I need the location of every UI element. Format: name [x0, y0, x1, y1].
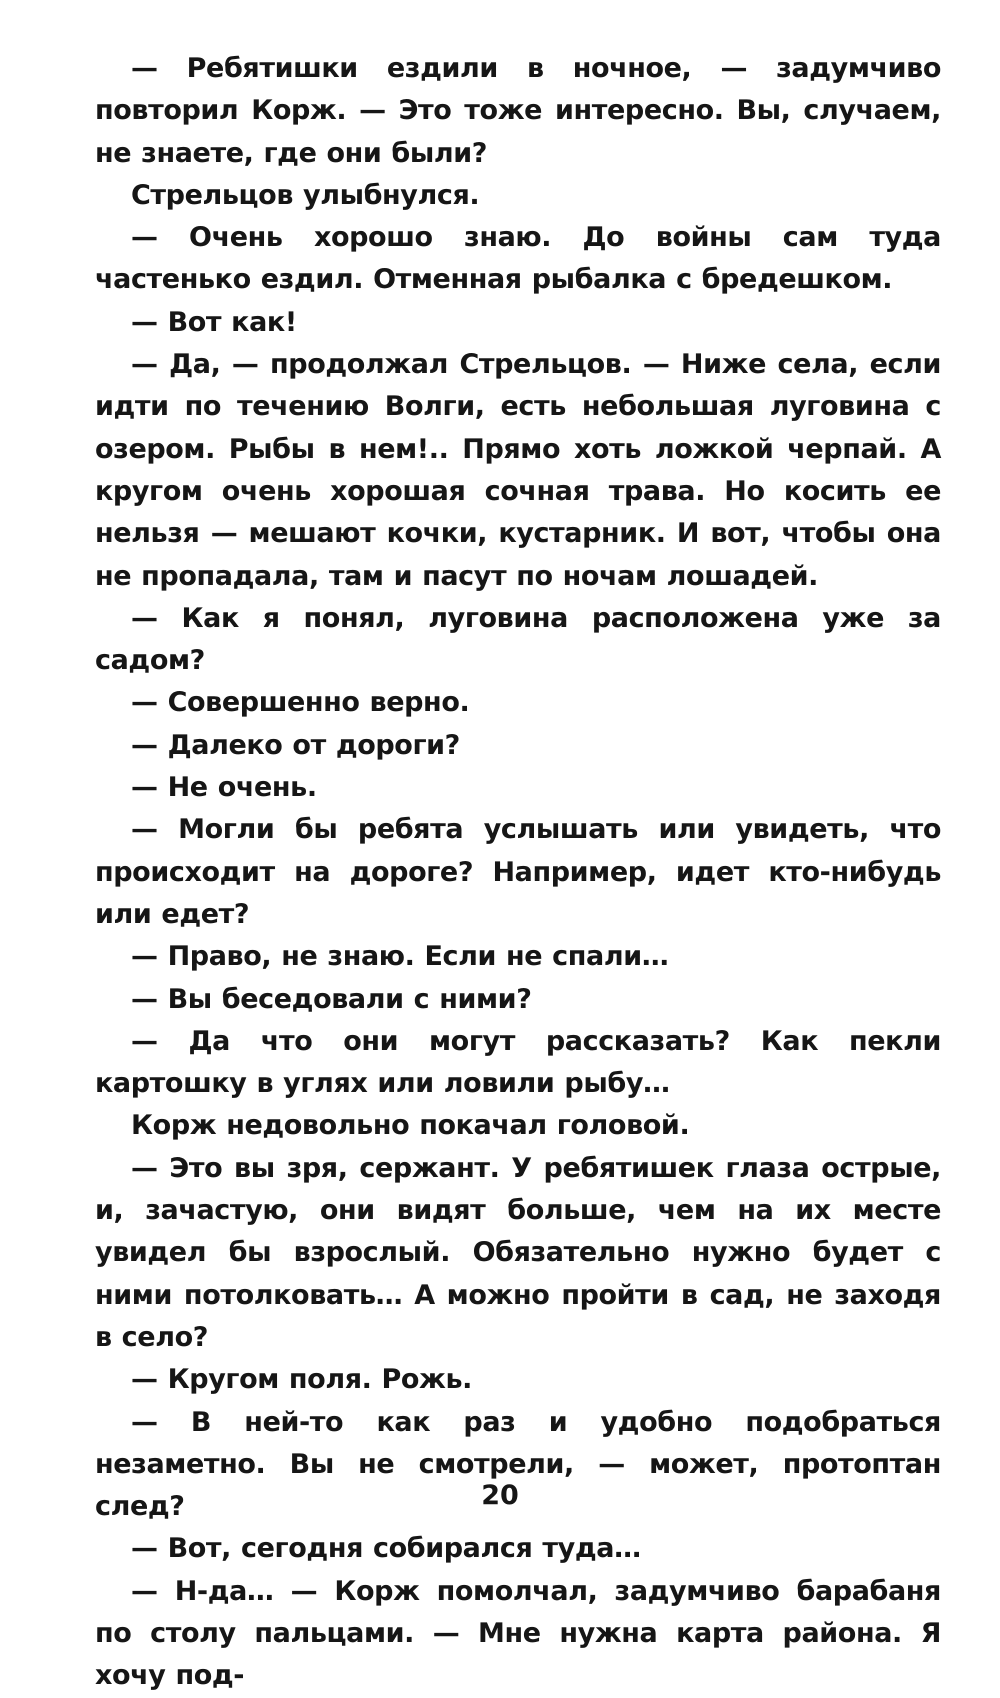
page-number: 20 — [481, 1480, 519, 1511]
page-text — [95, 48, 941, 1698]
paragraph: — Ребятишки ездили в ночное, — задумчиво повторил Корж. — Это тоже интересно. Вы, случаем, не знаете, где они были? — [95, 53, 941, 169]
paragraph: — Кругом поля. Рожь. — [131, 1364, 473, 1396]
paragraph: — Не очень. — [131, 772, 317, 804]
paragraph: — Очень хорошо знаю. До войны сам туда частенько ездил. Отменная рыбалка с бредешком. — [95, 222, 941, 296]
paragraph: — Далеко от дороги? — [131, 729, 460, 761]
paragraph: — Н-да… — Корж помолчал, задумчиво барабаня по столу пальцами. — Мне нужна карта района. Я хочу под- — [95, 1575, 941, 1692]
paragraph: — Могли бы ребята услышать или увидеть, что происходит на дороге? Например, идет кто-нибудь или едет? — [95, 814, 941, 930]
paragraph: — Вот, сегодня собирался туда… — [131, 1533, 641, 1565]
paragraph: — Право, не знаю. Если не спали… — [131, 941, 669, 973]
paragraph: — Совершенно верно. — [131, 687, 470, 719]
paragraph: — Да что они могут рассказать? Как пекли картошку в углях или ловили рыбу… — [95, 1025, 941, 1100]
paragraph: — Вы беседовали с ними? — [131, 983, 532, 1015]
paragraph: — В ней-то как раз и удобно подобраться незаметно. Вы не смотрели, — может, протоптан след? — [95, 1406, 941, 1523]
paragraph: Корж недовольно покачал головой. — [131, 1110, 690, 1142]
paragraph: — Как я понял, луговина расположена уже за садом? — [95, 602, 941, 677]
paragraph: — Это вы зря, сержант. У ребятишек глаза острые, и, зачастую, они видят больше, чем на их месте увидел бы взрослый. Обязательно нужно будет с ними потолковать… А можно пройти в сад, не заходя в село? — [95, 1152, 941, 1353]
paragraph: Стрельцов улыбнулся. — [131, 179, 480, 211]
paragraph: — Да, — продолжал Стрельцов. — Ниже села, если идти по течению Волги, есть небольшая луговина с озером. Рыбы в нем!.. Прямо хоть ложкой черпай. А кругом очень хорошая сочная трава. Но косить ее нельзя — мешают кочки, кустарник. И вот, чтобы она не пропадала, там и пасут по ночам лошадей. — [95, 349, 941, 592]
paragraph: — Вот как! — [131, 306, 297, 338]
